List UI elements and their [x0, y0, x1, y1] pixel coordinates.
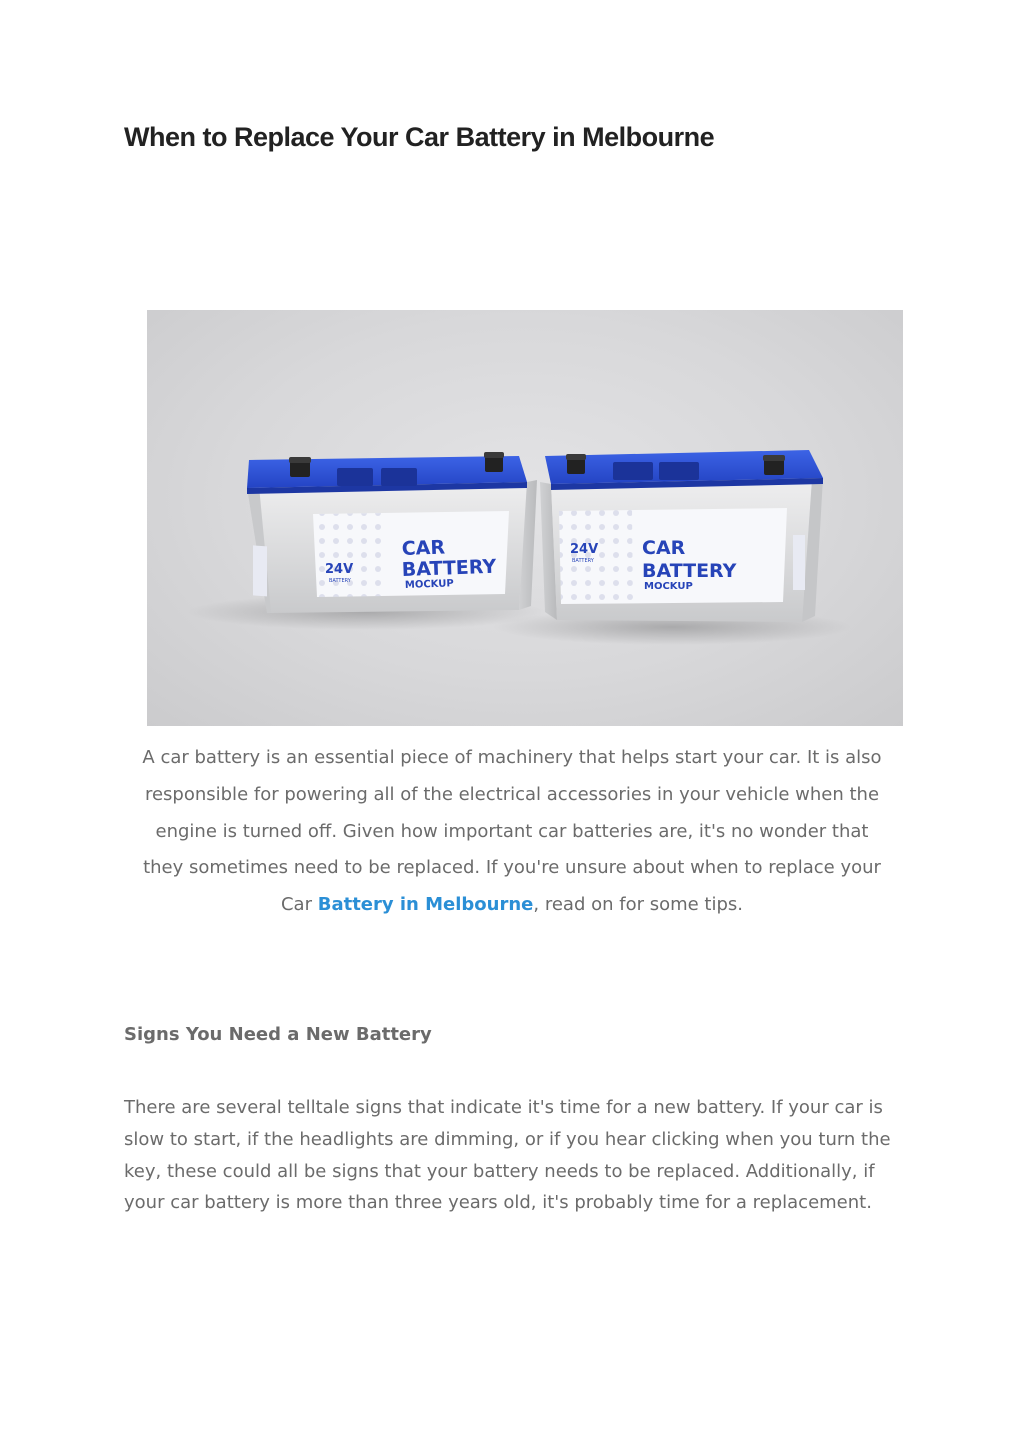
battery-right-label-1: CAR — [642, 537, 686, 559]
intro-text-before: A car battery is an essential piece of machinery that helps start your car. It is also responsible for powering all of the electrical accessories in your vehicle when the engine is turned off. Given how important car batteries are, it's no wonder that they sometimes need to be replaced. If you're unsure about when to replace your Car — [142, 747, 882, 916]
battery-left-label-2: BATTERY — [401, 555, 497, 581]
section-body: There are several telltale signs that indicate it's time for a new battery. If your car is slow to start, if the headlights are dimming, or if you hear clicking when you turn the key, these could all be signs that your battery needs to be replaced. Additionally, if your car battery is more than three years old, it's probably time for a replacement. — [124, 1097, 891, 1214]
battery-right-voltage-sub: BATTERY — [572, 558, 594, 564]
hero-image — [147, 310, 903, 726]
intro-paragraph — [140, 740, 884, 924]
battery-right-label-2: BATTERY — [642, 560, 737, 582]
battery-right-voltage: 24V — [570, 542, 599, 557]
battery-left — [247, 452, 537, 613]
battery-melbourne-link[interactable]: Battery in Melbourne — [317, 894, 534, 916]
battery-right-label-3: MOCKUP — [644, 581, 693, 592]
battery-left-label-1: CAR — [401, 536, 446, 560]
battery-left-label-3: MOCKUP — [404, 578, 454, 591]
battery-left-voltage-sub: BATTERY — [329, 578, 351, 584]
page-title: When to Replace Your Car Battery in Melbourne — [124, 122, 715, 152]
battery-left-voltage: 24V — [325, 562, 354, 577]
battery-right — [540, 450, 823, 622]
section-heading: Signs You Need a New Battery — [124, 1024, 432, 1045]
intro-text-after: , read on for some tips. — [533, 894, 744, 916]
